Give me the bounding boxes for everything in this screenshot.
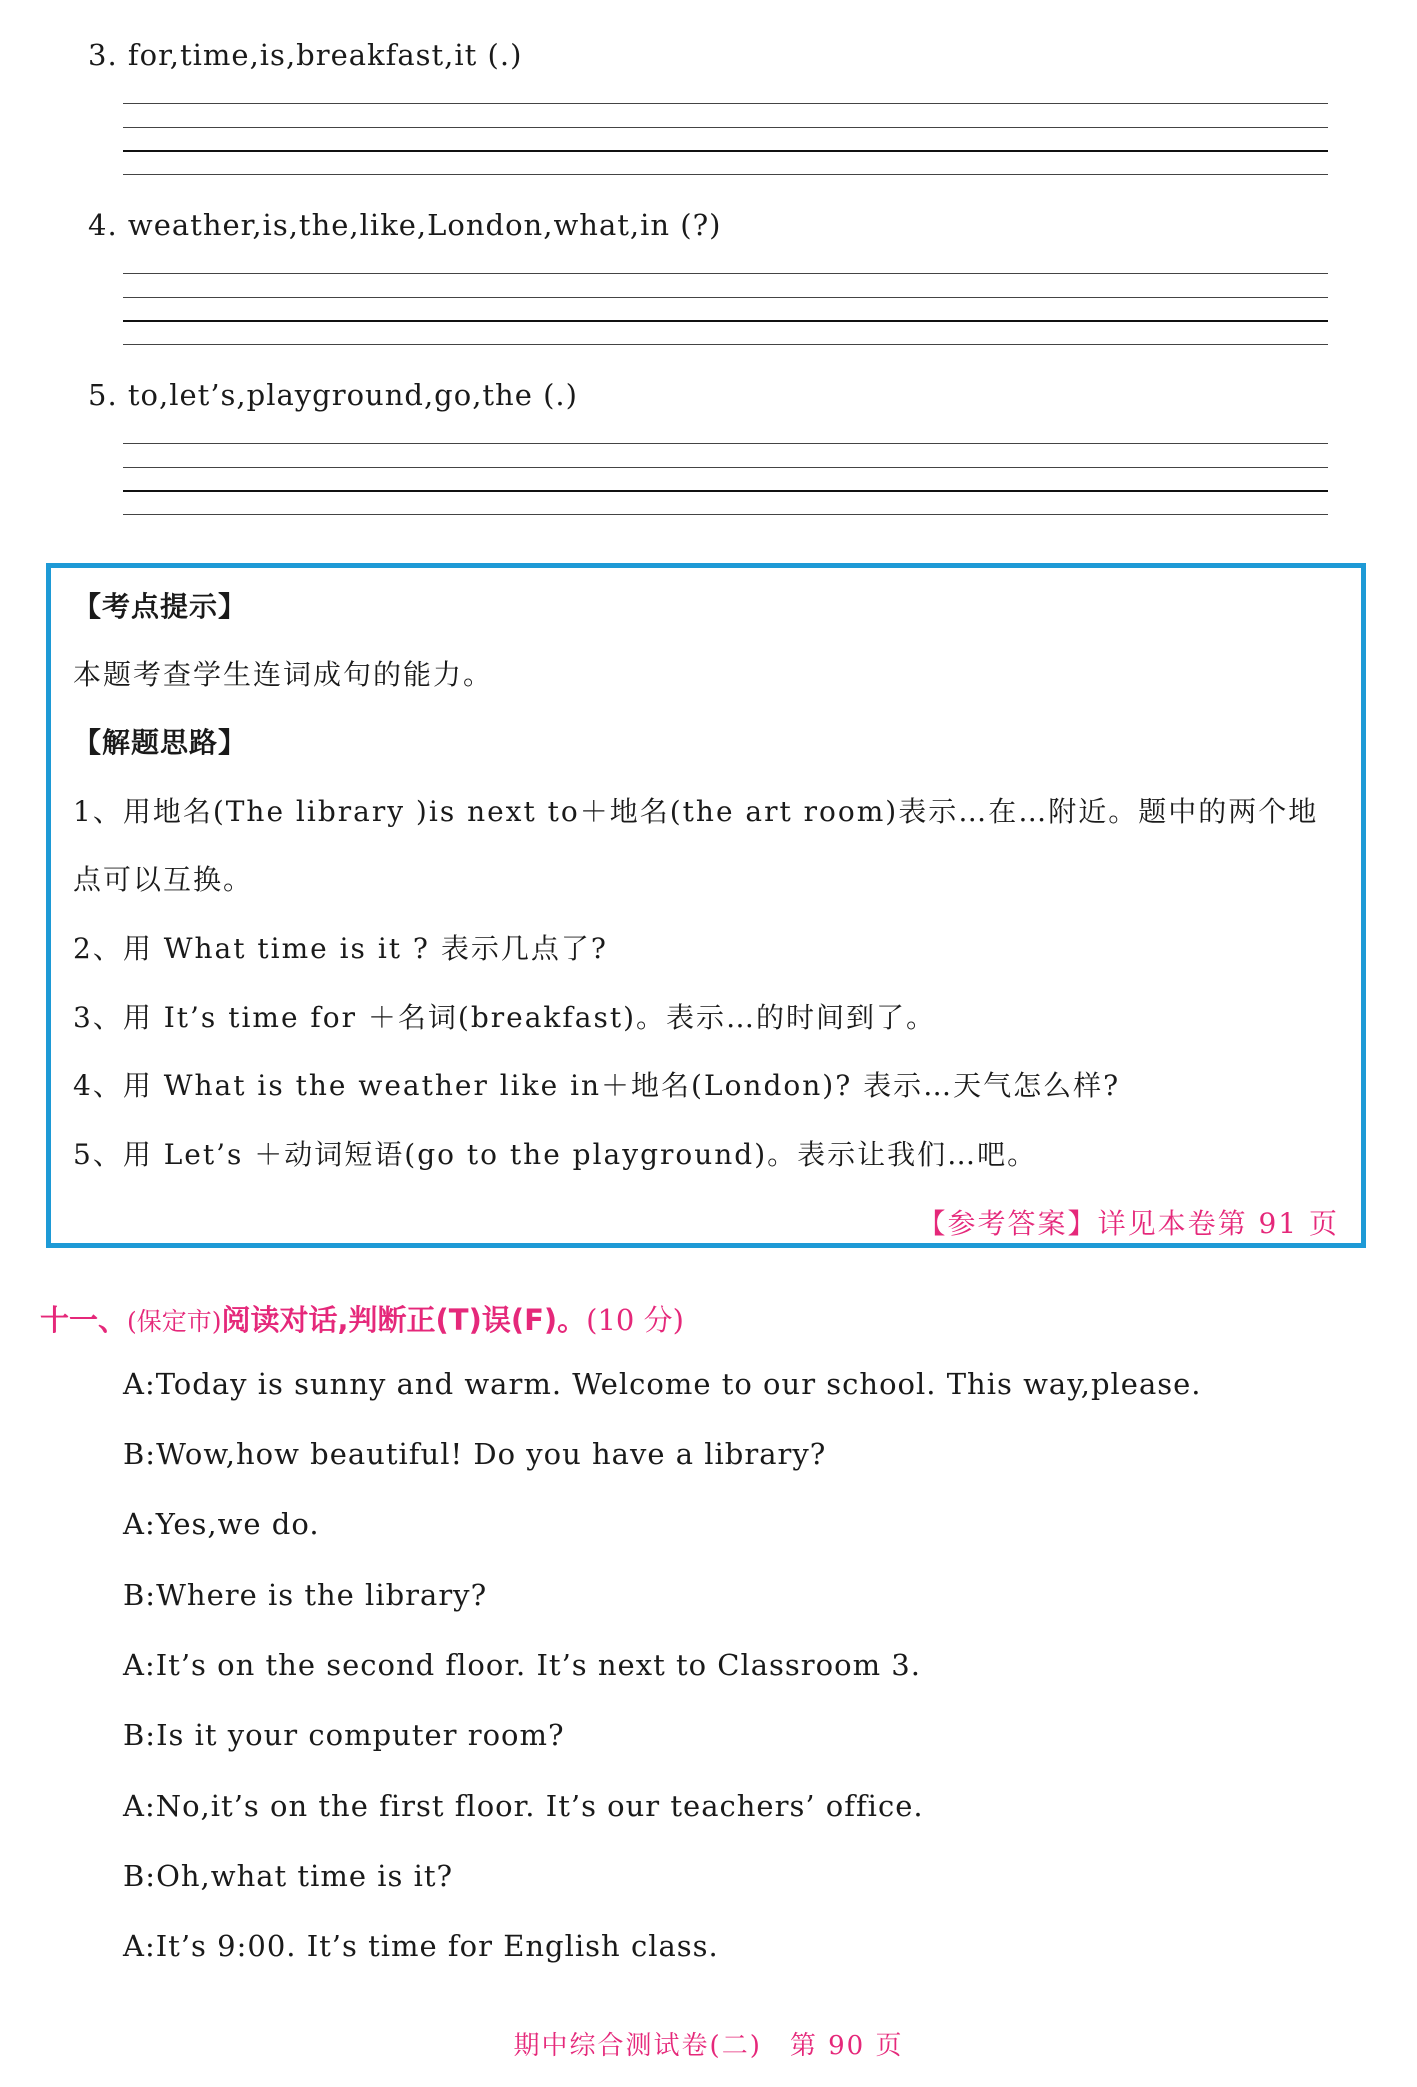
question-3 [88,38,522,72]
solution-line-1b: 点可以互换。 [73,863,254,896]
section-title: 阅读对话,判断正(T)误(F)。 [221,1303,587,1337]
question-number: 5. [88,378,118,412]
solution-heading: 【解题思路】 [73,726,248,759]
question-number: 4. [88,208,118,242]
answer-lines-5[interactable] [123,443,1328,515]
solution-line-1a: 1、用地名(The library )is next to＋地名(the art room)表示…在…附近。题中的两个地 [73,795,1319,828]
tips-heading: 【考点提示】 [73,590,248,623]
page-footer: 期中综合测试卷(二) 第 90 页 [513,2031,904,2061]
dialogue-line: A:Yes,we do. [123,1507,320,1541]
dialogue-line: B:Is it your computer room? [123,1718,565,1752]
dialogue-line: A:It’s on the second floor. It’s next to Classroom 3. [123,1648,921,1682]
dialogue-line: B:Oh,what time is it? [123,1859,454,1893]
solution-line-5: 5、用 Let’s ＋动词短语(go to the playground)。表示让我们…吧。 [73,1138,1038,1171]
question-5 [88,378,578,412]
tips-intro: 本题考查学生连词成句的能力。 [73,658,494,691]
section-points: (10 分) [586,1303,684,1337]
dialogue-line: B:Wow,how beautiful! Do you have a library? [123,1437,827,1471]
section-heading [40,1298,684,1339]
question-text: to,let’s,playground,go,the (.) [127,378,578,412]
dialogue-line: A:No,it’s on the first floor. It’s our teachers’ office. [123,1789,924,1823]
dialogue-line: A:Today is sunny and warm. Welcome to our school. This way,please. [123,1367,1202,1401]
answer-lines-3[interactable] [123,103,1328,175]
answer-lines-4[interactable] [123,273,1328,345]
question-text: for,time,is,breakfast,it (.) [127,38,523,72]
reference-answer [918,1202,1339,1242]
solution-line-4: 4、用 What is the weather like in＋地名(London)? 表示…天气怎么样? [73,1069,1121,1102]
section-source: (保定市) [127,1307,222,1336]
section-number: 十一、 [40,1303,128,1337]
solution-line-3: 3、用 It’s time for ＋名词(breakfast)。表示…的时间到了。 [73,1001,936,1034]
dialogue-line: A:It’s 9:00. It’s time for English class. [123,1929,719,1963]
reference-text: 详见本卷第 91 页 [1097,1207,1339,1240]
solution-line-2: 2、用 What time is it ? 表示几点了? [73,932,608,965]
question-4 [88,208,721,242]
reference-label: 【参考答案】 [917,1207,1098,1240]
tips-box [46,563,1366,1248]
question-number: 3. [88,38,118,72]
question-text: weather,is,the,like,London,what,in (?) [127,208,722,242]
dialogue-line: B:Where is the library? [123,1578,488,1612]
